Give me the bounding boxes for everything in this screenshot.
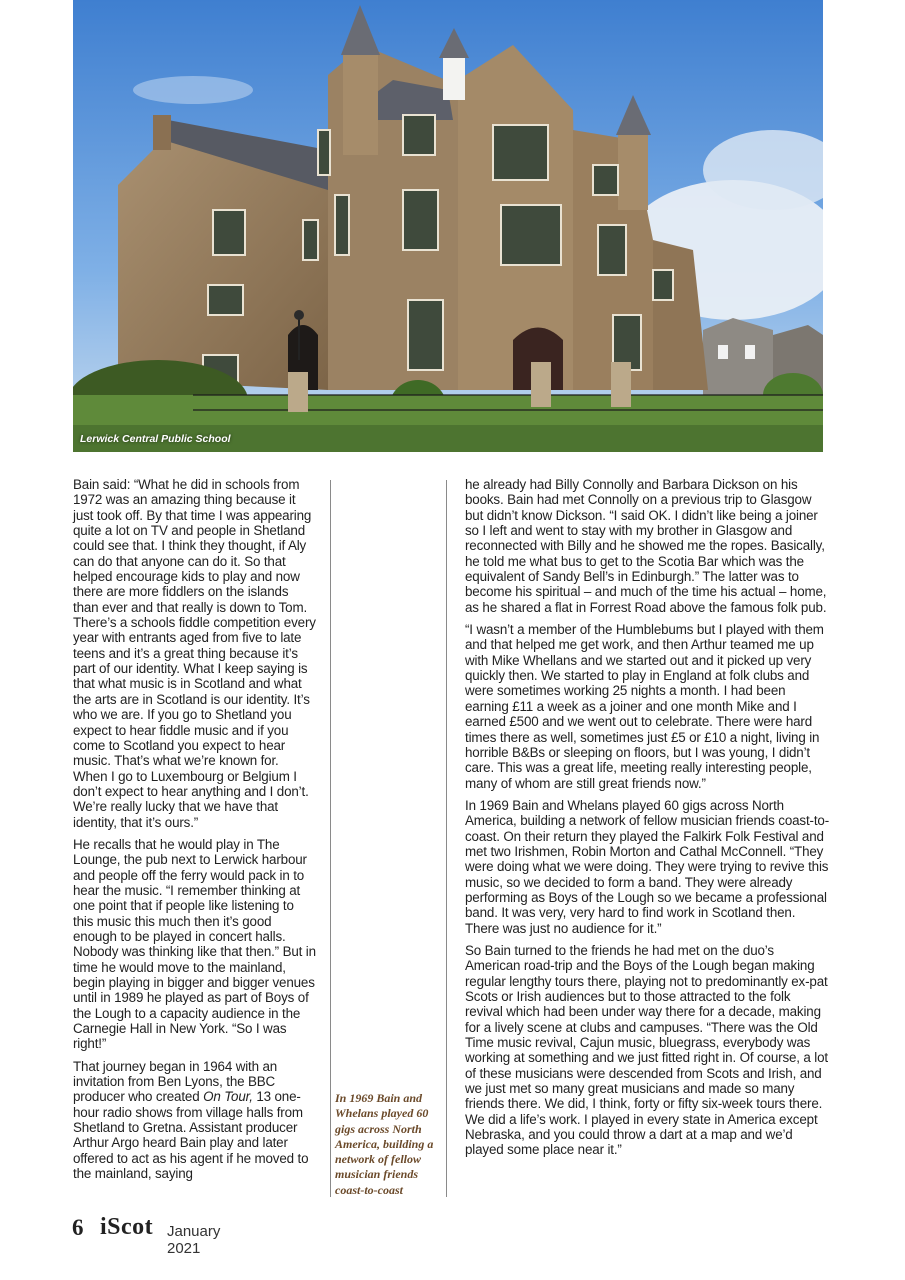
text-run: That journey began in 1964 with an invitation from Ben Lyons, the BBC producer who created [73,1058,278,1105]
school-building-illustration [73,0,823,452]
text-run: 13 one-hour radio shows from village halls from Shetland to Gretna. Assistant producer Arthur Argo heard Bain play and later offered to act as his agent if he moved to the mainland, saying [73,1089,309,1182]
article-paragraph [73,1059,316,1182]
magazine-logo: iScot [100,1214,154,1240]
article-paragraph: he already had Billy Connolly and Barbara Dickson on his books. Bain had met Connolly on a previous trip to Glasgow but didn’t know Dickson. “I said OK. I didn’t like being a joiner so I left and went to stay with my brother in Glasgow and reconnected with Billy and he showed me the ropes. Basically, he told me what bus to get to the Scotia Bar which was the equivalent of Sandy Bell’s in Edinburgh.” The latter was to become his spiritual – and much of the time his actual – home, as he shared a flat in Forrest Road above the famous folk pub. [465,477,827,615]
photo-caption: Lerwick Central Public School [80,433,231,445]
pull-quote: In 1969 Bain and Whelans played 60 gigs across North America, building a network of fellow musician friends coast-to-coast [335,1091,434,1197]
article-paragraph: “I wasn’t a member of the Humblebums but I played with them and that helped me get work, and then Arthur teamed me up with Mike Whellans and we started out and it picked up very quickly then. We started to play in England at folk clubs and were sometimes working 25 nights a month. I had been earning £11 a week as a joiner and one month Mike and I earned £500 and we went out to celebrate. There were hard times there as well, sometimes just £5 or £10 a night, living in horrible B&Bs or sleeping on floors, but I was young, I didn’t care. This was a great life, meeting really interesting people, many of whom are still great friends now.” [465,622,824,791]
article-paragraph: He recalls that he would play in The Lounge, the pub next to Lerwick harbour and people off the ferry would pack in to hear the music. “I remember thinking at one point that if people like listening to this music this much then it’s good enough to be played in concert halls. Nobody was thinking like that then.” But in time he would move to the mainland, begin playing in bigger and bigger venues until in 1989 he played as part of Boys of the Lough to a capacity audience in the Carnegie Hall in New York. “So I was right!” [73,836,316,1052]
page-number: 6 [72,1215,84,1240]
article-column-left [73,477,316,1188]
issue-date: January 2021 [167,1223,221,1257]
column-rule [446,480,447,1197]
article-paragraph: Bain said: “What he did in schools from 1972 was an amazing thing because it just took off. By that time I was appearing quite a lot on TV and people in Shetland could see that. I think they thought, if Aly can do that anyone can do it. So that helped encourage kids to play and now there are more fiddlers on the islands than ever and that really is down to Tom. There’s a schools fiddle competition every year with entrants aged from five to late teens and it’s a great thing because it’s part of our identity. What I keep saying is that what music is in Scotland and what the arts are in Scotland is our identity. It’s who we are. If you go to Shetland you expect to hear fiddle music and if you come to Scotland you expect to hear music. That’s what we’re known for. When I go to Luxembourg or Belgium I don’t expect to hear anything and I don’t. We’re really lucky that we have that identity, that it’s ours.” [73,477,316,830]
article-paragraph: So Bain turned to the friends he had met on the duo’s American road-trip and the Boys of the Lough began making regular lengthy tours there, playing not to predominantly ex-pat Scots or Irish audiences but to those attracted to the folk revival which had been under way there for a decade, making for a lively scene at clubs and campuses. “There was the Old Time music revival, Cajun music, bluegrass, everybody was working at something and we just fitted right in. Of course, a lot of these musicians were descended from Scots and Irish, and we just met so many great musicians and made so many friends there. We did, I think, forty or fifty six-week tours there. We did a life’s work. I played in every state in America except Nebraska, and you could throw a dart at a map and we’d played some place near it.” [465,942,828,1158]
article-photo [73,0,823,452]
show-title: On Tour, [203,1089,253,1105]
article-paragraph: In 1969 Bain and Whelans played 60 gigs across North America, building a network of fellow musician friends coast-to-coast. On their return they played the Falkirk Folk Festival and met two Irishmen, Robin Morton and Cathal McConnell. “They were doing what we were doing. They were trying to revive this music, so we decided to form a band. They were already performing as Boys of the Lough so we became a professional band. It was very, very hard to find work in Scotland then. There was just no audience for it.” [465,797,830,936]
article-column-right [465,477,830,1165]
column-rule [330,480,331,1197]
